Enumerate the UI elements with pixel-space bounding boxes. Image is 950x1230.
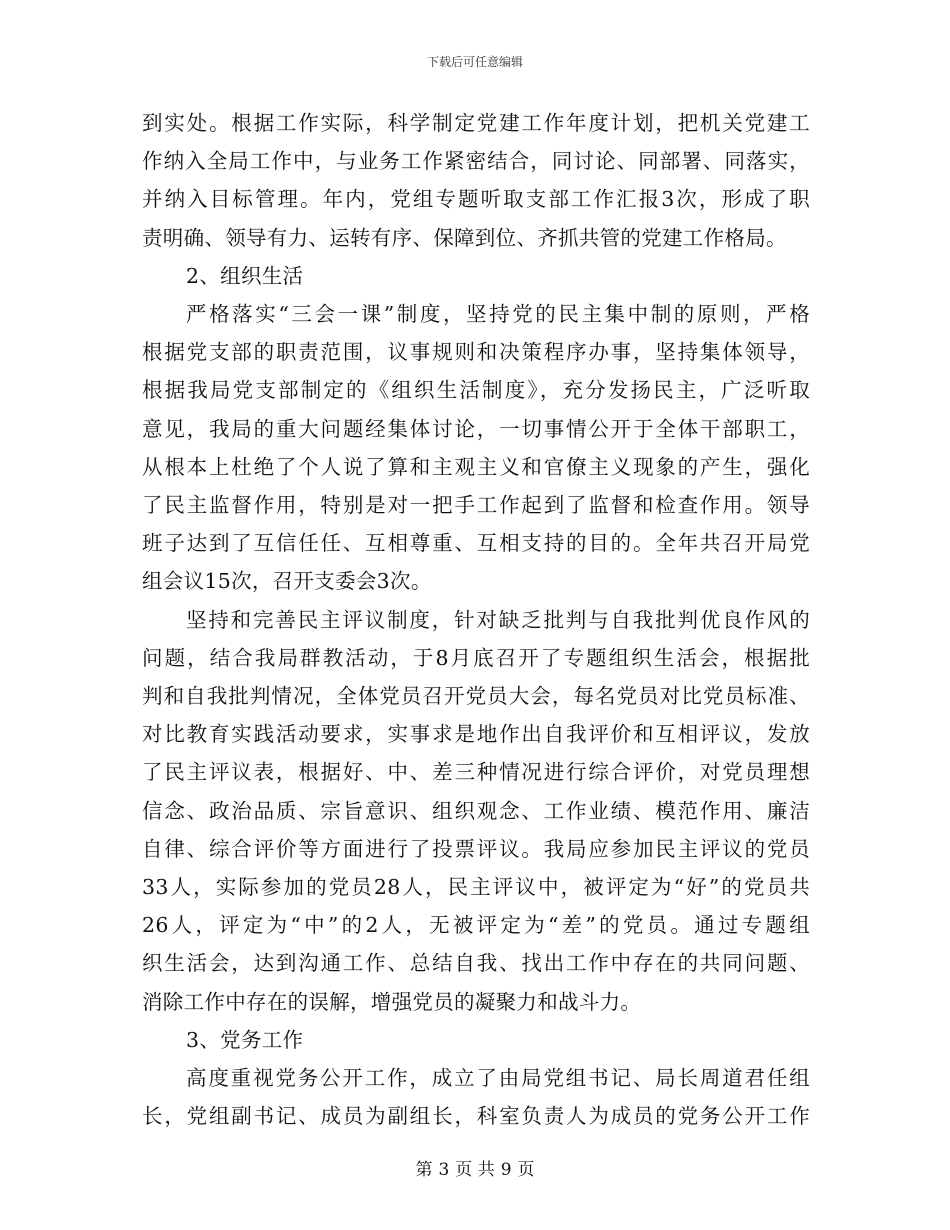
text-line: 了民主评议表，根据好、中、差三种情况进行综合评价，对党员理想: [142, 760, 810, 785]
page-header-note: 下载后可任意编辑: [426, 55, 523, 69]
text-line: 33人，实际参加的党员28人，民主评议中，被评定为“好”的党员共: [142, 875, 810, 900]
page-number-total: 9: [500, 1160, 512, 1180]
page-number: [0, 1155, 950, 1180]
text-line: 并纳入目标管理。年内，党组专题听取支部工作汇报3次，形成了职: [142, 187, 810, 212]
text-line: 26人，评定为“中”的2人，无被评定为“差”的党员。通过专题组: [142, 913, 810, 938]
text-line: 意见，我局的重大问题经集体讨论，一切事情公开于全体干部职工，: [142, 416, 810, 441]
text-line: 判和自我批判情况，全体党员召开党员大会，每名党员对比党员标准、: [142, 684, 810, 709]
text-line: 信念、政治品质、宗旨意识、组织观念、工作业绩、模范作用、廉洁: [142, 798, 810, 823]
text-line: 长，党组副书记、成员为副组长，科室负责人为成员的党务公开工作: [142, 1104, 810, 1129]
text-line: 根据党支部的职责范围，议事规则和决策程序办事，坚持集体领导，: [142, 340, 810, 365]
text-line: 从根本上杜绝了个人说了算和主观主义和官僚主义现象的产生，强化: [142, 454, 810, 479]
text-line: 消除工作中存在的误解，增强党员的凝聚力和战斗力。: [142, 989, 642, 1014]
text-line: 对比教育实践活动要求，实事求是地作出自我评价和互相评议，发放: [142, 722, 810, 747]
section-heading-party-affairs: 3、党务工作: [186, 1027, 304, 1052]
text-line: 到实处。根据工作实际，科学制定党建工作年度计划，把机关党建工: [142, 111, 810, 135]
text-line: 班子达到了互信任任、互相尊重、互相支持的目的。全年共召开局党: [142, 531, 810, 556]
text-line: 责明确、领导有力、运转有序、保障到位、齐抓共管的党建工作格局。: [142, 225, 787, 250]
text-line: 了民主监督作用，特别是对一把手工作起到了监督和检查作用。领导: [142, 493, 810, 518]
text-line: 织生活会，达到沟通工作、总结自我、找出工作中存在的共同问题、: [142, 951, 810, 976]
section-heading-organization-life: 2、组织生活: [186, 263, 304, 288]
text-line: 高度重视党务公开工作，成立了由局党组书记、局长周道君任组: [186, 1066, 810, 1091]
page-number-current: 3: [438, 1160, 450, 1180]
page-number-prefix: 第: [415, 1160, 433, 1180]
text-line: 自律、综合评价等方面进行了投票评议。我局应参加民主评议的党员: [142, 836, 810, 861]
document-body: [142, 104, 810, 1135]
text-line: 组会议15次，召开支委会3次。: [142, 569, 432, 594]
text-line: 严格落实“三会一课”制度，坚持党的民主集中制的原则，严格: [186, 302, 810, 327]
page-number-suffix: 页: [517, 1160, 535, 1180]
page-number-middle: 页 共: [455, 1160, 495, 1180]
text-line: 坚持和完善民主评议制度，针对缺乏批判与自我批判优良作风的: [186, 607, 810, 632]
text-line: 问题，结合我局群教活动，于8月底召开了专题组织生活会，根据批: [142, 645, 810, 670]
text-line: 作纳入全局工作中，与业务工作紧密结合，同讨论、同部署、同落实，: [142, 149, 810, 174]
text-line: 根据我局党支部制定的《组织生活制度》，充分发扬民主，广泛听取: [142, 378, 810, 403]
